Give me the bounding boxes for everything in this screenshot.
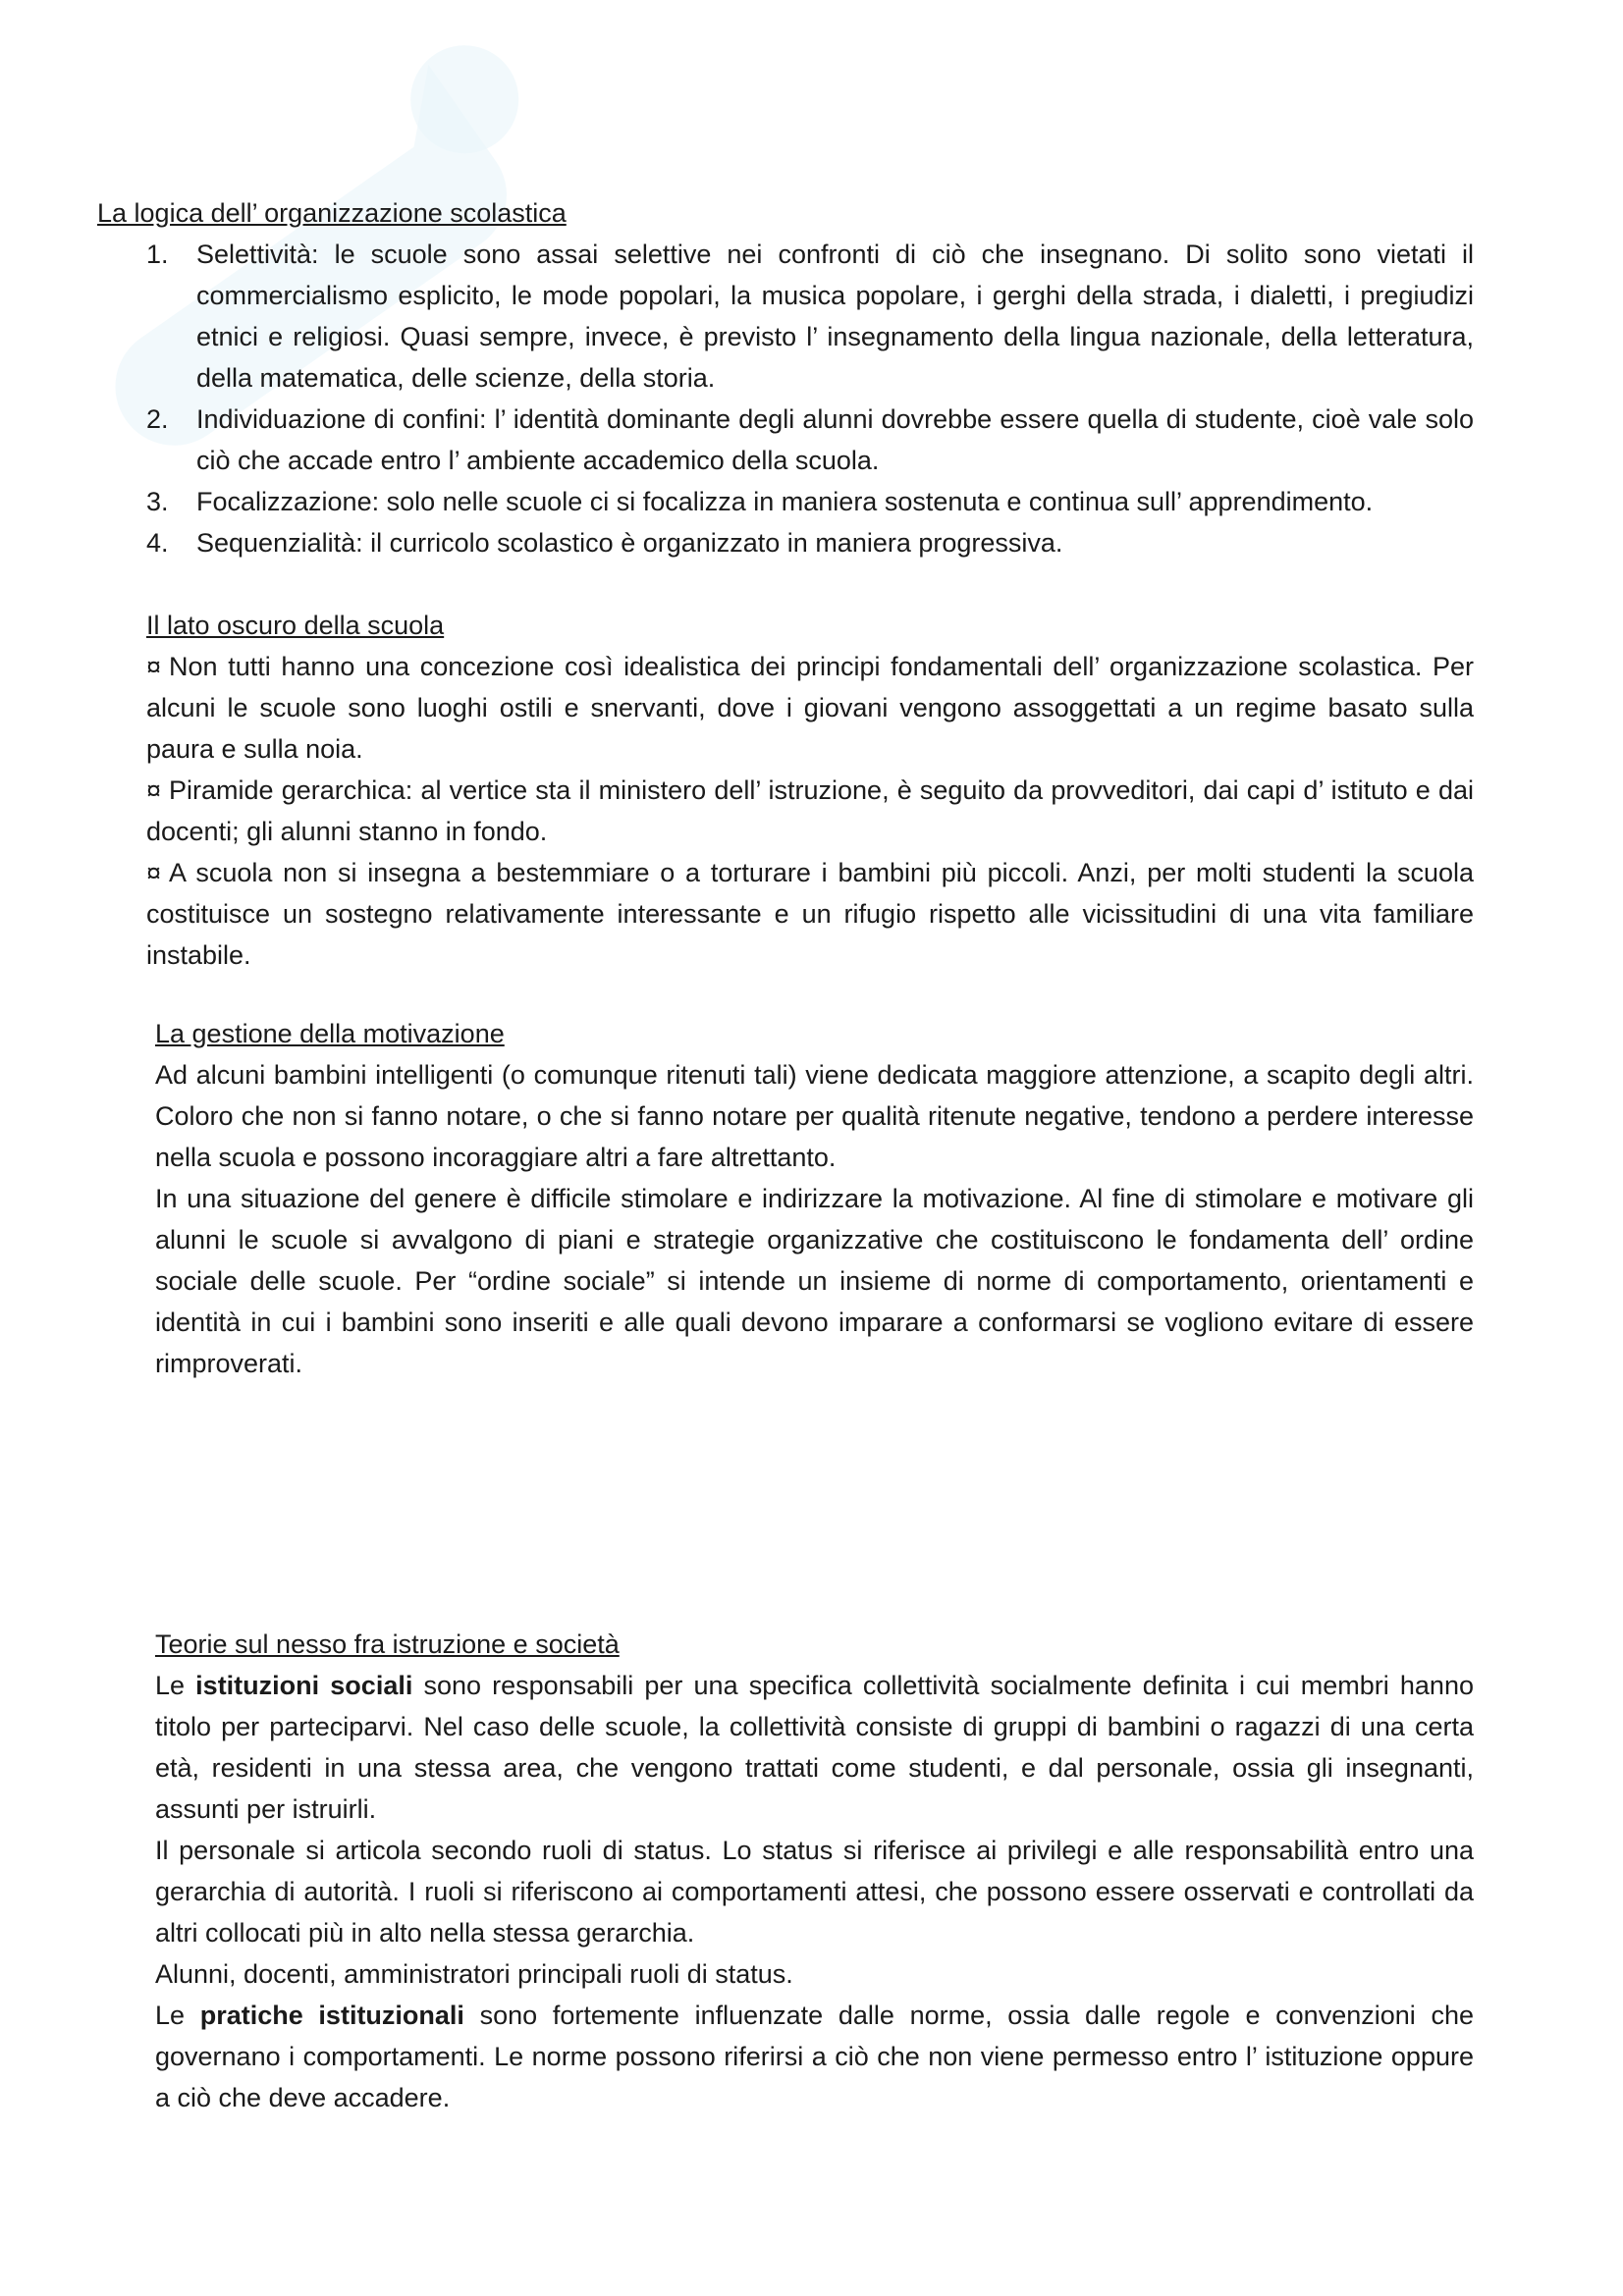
section-heading: Il lato oscuro della scuola: [146, 611, 445, 640]
bullet-text: Piramide gerarchica: al vertice sta il ministero dell’ istruzione, è seguito da provveditori, dai capi d’ istituto e dai docenti; gli alunni stanno in fondo.: [146, 775, 1474, 846]
section-heading: La logica dell’ organizzazione scolastica: [97, 198, 567, 228]
section-teorie: [155, 1624, 1474, 2118]
paragraph: [155, 1665, 1474, 1830]
list-number: 4.: [146, 528, 169, 558]
bullet-glyph: ¤: [146, 652, 162, 681]
list-item-text: Selettività: le scuole sono assai selettive nei confronti di ciò che insegnano. Di solito sono vietati il commercialismo esplicito, le mode popolari, la musica popolare, i gerghi della strada, i dialetti, i pregiudizi etnici e religiosi. Quasi sempre, invece, è previsto l’ insegnamento della lingua nazionale, della letteratura, della matematica, delle scienze, della storia.: [196, 240, 1474, 393]
bold-term: pratiche istituzionali: [199, 2001, 464, 2030]
paragraph-text: sono responsabili per una specifica collettività socialmente definita i cui membri hanno titolo per parteciparvi. Nel caso delle scuole, la collettività consiste di gruppi di bambini o ragazzi di una certa età, residenti in una stessa area, che vengono trattati come studenti, e dal personale, ossia gli insegnanti, assunti per istruirli.: [155, 1671, 1474, 1824]
numbered-list: [97, 234, 1474, 563]
section-heading: Teorie sul nesso fra istruzione e società: [155, 1629, 620, 1659]
list-item-text: Sequenzialità: il curricolo scolastico è organizzato in maniera progressiva.: [196, 528, 1063, 558]
list-item: [97, 481, 1474, 522]
bullet-glyph: ¤: [146, 775, 162, 805]
bullet-text: A scuola non si insegna a bestemmiare o a torturare i bambini più piccoli. Anzi, per molti studenti la scuola costituisce un sostegno relativamente interessante e un rifugio rispetto alle vicissitudini di una vita familiare instabile.: [146, 858, 1474, 970]
paragraph-text: Le: [155, 2001, 200, 2030]
list-item-text: Individuazione di confini: l’ identità dominante degli alunni dovrebbe essere quella di studente, cioè vale solo ciò che accade entro l’ ambiente accademico della scuola.: [196, 404, 1474, 475]
list-number: 1.: [146, 240, 169, 269]
bold-term: istituzioni sociali: [195, 1671, 413, 1700]
section-heading: La gestione della motivazione: [155, 1019, 505, 1048]
bullet-text: Non tutti hanno una concezione così idealistica dei principi fondamentali dell’ organizzazione scolastica. Per alcuni le scuole sono luoghi ostili e snervanti, dove i giovani vengono assoggettati a un regime basato sulla paura e sulla noia.: [146, 652, 1474, 764]
paragraph: Il personale si articola secondo ruoli di status. Lo status si riferisce ai privilegi e alle responsabilità entro una gerarchia di autorità. I ruoli si riferiscono ai comportamenti attesi, che possono essere osservati e controllati da altri collocati più in alto nella stessa gerarchia.: [155, 1836, 1474, 1948]
list-item: [97, 399, 1474, 481]
section-organizzazione: [97, 192, 1474, 563]
paragraph-text: sono fortemente influenzate dalle norme, ossia dalle regole e convenzioni che governano i comportamenti. Le norme possono riferirsi a ciò che non viene permesso entro l’ istituzione oppure a ciò che deve accadere.: [155, 2001, 1474, 2112]
section-motivazione: [155, 1013, 1474, 1384]
paragraph: [155, 1995, 1474, 2118]
list-number: 2.: [146, 404, 169, 434]
list-item: [97, 234, 1474, 399]
paragraph-text: Le: [155, 1671, 196, 1700]
list-number: 3.: [146, 487, 169, 516]
list-item-text: Focalizzazione: solo nelle scuole ci si focalizza in maniera sostenuta e continua sull’ apprendimento.: [196, 487, 1374, 516]
paragraph: In una situazione del genere è difficile stimolare e indirizzare la motivazione. Al fine di stimolare e motivare gli alunni le scuole si avvalgono di piani e strategie organizzative che costituiscono le fondamenta dell’ ordine sociale delle scuole. Per “ordine sociale” si intende un insieme di norme di comportamento, orientamenti e identità in cui i bambini sono inseriti e alle quali devono imparare a conformarsi se vogliono evitare di essere rimproverati.: [155, 1184, 1474, 1378]
bullet-paragraph: [146, 646, 1474, 770]
bullet-glyph: ¤: [146, 858, 162, 887]
list-item: [97, 522, 1474, 563]
paragraph: Alunni, docenti, amministratori principali ruoli di status.: [155, 1959, 793, 1989]
section-lato-oscuro: [146, 605, 1474, 976]
paragraph: Ad alcuni bambini intelligenti (o comunque ritenuti tali) viene dedicata maggiore attenzione, a scapito degli altri. Coloro che non si fanno notare, o che si fanno notare per qualità ritenute negative, tendono a perdere interesse nella scuola e possono incoraggiare altri a fare altrettanto.: [155, 1060, 1474, 1172]
bullet-paragraph: [146, 770, 1474, 852]
bullet-paragraph: [146, 852, 1474, 976]
